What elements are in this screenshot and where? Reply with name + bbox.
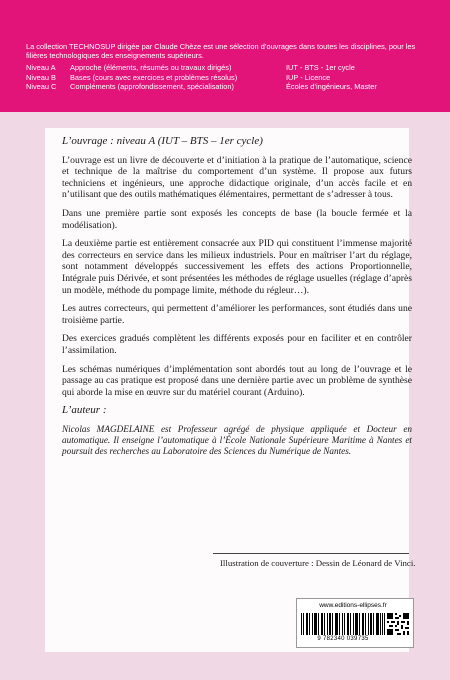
level-target: IUT - BTS - 1er cycle: [286, 63, 355, 72]
paragraph: Des exercices gradués complètent les différents exposés pour en faciliter et en contrôler l’assimilation.: [62, 333, 412, 356]
paragraph: Les schémas numériques d’implémentation sont abordés tout au long de l’ouvrage et le passage au cas pratique est proposé dans une dernière partie avec un problème de synthèse qui aborde la mise en œuvre sur du matériel courant (Arduino).: [62, 363, 412, 398]
level-target: IUP - Licence: [286, 72, 331, 82]
book-heading: L’ouvrage : niveau A (IUT – BTS – 1er cycle): [62, 135, 263, 147]
levels-table: [26, 63, 426, 92]
author-heading: L’auteur :: [62, 404, 107, 417]
level-name: Niveau A: [26, 63, 56, 72]
level-row: [26, 73, 426, 83]
paragraph: La deuxième partie est entièrement consacrée aux PID qui constituent l’immense majorité des correcteurs en service dans les milieux industriels. Pour en maîtriser l’art du réglage, sont notamment développés successivement les effets des actions Proportionnelle, Intégrale puis Dérivée, et sont présentées les méthodes de réglage usuelles (réglage d’après un modèle, méthode du pompage limite, méthode du régleur…).: [62, 238, 412, 296]
level-row: [26, 63, 426, 73]
cover-credit: Illustration de couverture : Dessin de Léonard de Vinci.: [220, 558, 416, 568]
qr-code-icon: [387, 613, 409, 635]
level-target: Écoles d’ingénieurs, Master: [286, 82, 377, 92]
level-description: Bases (cours avec exercices et problèmes résolus): [70, 72, 238, 82]
level-name: Niveau B: [26, 72, 56, 82]
level-description: Approche (éléments, résumés ou travaux dirigés): [70, 63, 232, 72]
website-label: www.editions-ellipses.fr: [319, 602, 387, 609]
divider: [213, 553, 409, 554]
author-bio: Nicolas MAGDELAINE est Professeur agrégé de physique appliquée et Docteur en automatique. Il enseigne l’automatique à l’École Nationale Supérieure Maritime à Nantes et poursuit des recherches au Laboratoire des Sciences du Numérique de Nantes.: [62, 423, 412, 457]
collection-intro: La collection TECHNOSUP dirigée par Claude Chèze est une sélection d’ouvrages dans toutes les disciplines, pour les filières technologiques des enseignements supérieurs.: [26, 42, 416, 60]
level-row: [26, 82, 426, 92]
barcode-icon: [301, 613, 385, 635]
back-cover-text: [62, 136, 412, 464]
paragraph: Les autres correcteurs, qui permettent d’améliorer les performances, sont étudiés dans une troisième partie.: [62, 303, 412, 326]
barcode-box: [296, 598, 414, 648]
level-name: Niveau C: [26, 82, 57, 92]
paragraph: L’ouvrage est un livre de découverte et d’initiation à la pratique de l’automatique, science et technique de la maîtrise du comportement d’un système. Il propose aux futurs techniciens et ingénieurs, une approche didactique originale, d’un accès facile et en n’utilisant que des outils mathématiques élémentaires, permettant de s’adresser à tous.: [62, 154, 412, 201]
paragraph: Dans une première partie sont exposés les concepts de base (la boucle fermée et la modélisation).: [62, 207, 412, 231]
level-description: Compléments (approfondissement, spécialisation): [70, 82, 234, 92]
collection-banner: [0, 0, 450, 112]
isbn-number: 9 782340 039735: [317, 636, 369, 642]
